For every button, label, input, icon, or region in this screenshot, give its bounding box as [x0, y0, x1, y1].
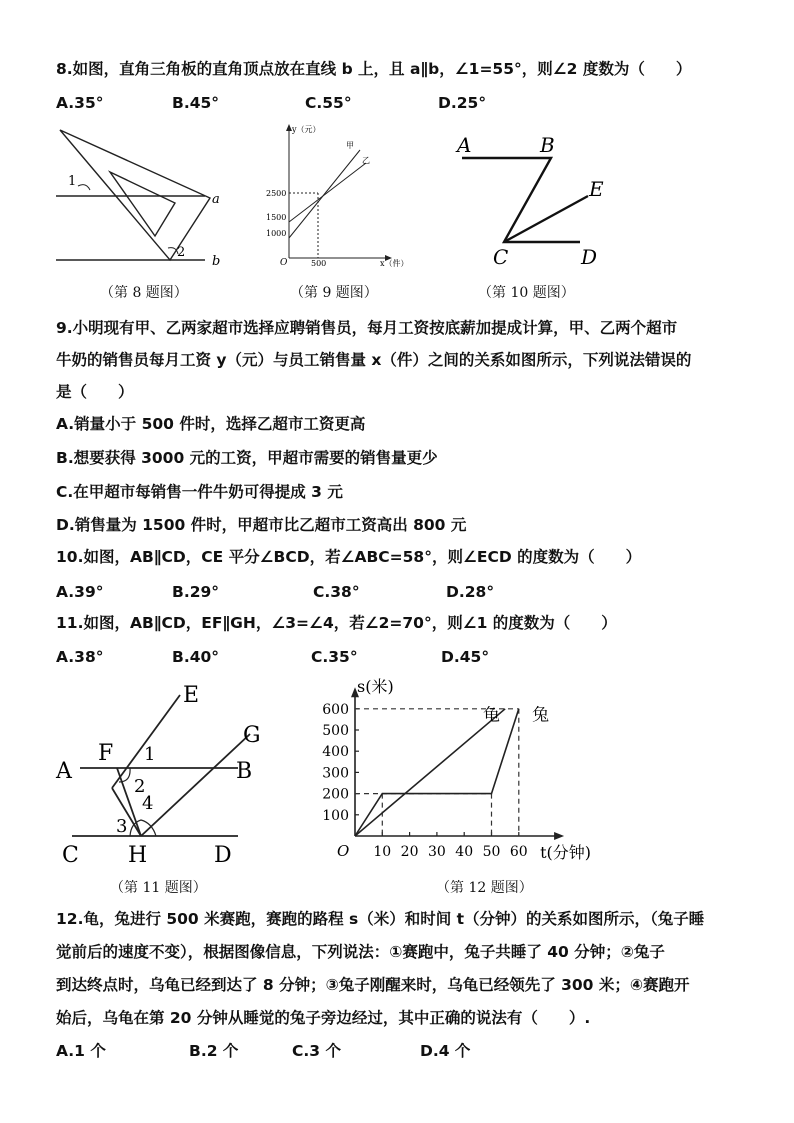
fig11-label-h: H — [128, 843, 148, 868]
x-axis-label: t(分钟) — [540, 843, 592, 862]
x-tick-label: 10 — [373, 844, 392, 860]
q9-stem-line-1: 9.小明现有甲、乙两家超市选择应聘销售员，每月工资按底薪加提成计算，甲、乙两个超市 — [56, 319, 678, 337]
fig10-caption: （第 10 题图） — [478, 285, 575, 301]
y-axis-label: s(米) — [357, 677, 394, 697]
q9-option-d: D.销售量为 1500 件时，甲超市比乙超市工资高出 800 元 — [56, 516, 467, 534]
fig10-label-c: C — [493, 245, 509, 269]
fig10-label-d: D — [581, 245, 598, 269]
x-tick-label: 20 — [400, 844, 419, 860]
q11-option-b: B.40° — [172, 648, 220, 666]
q12-option-a: A.1 个 — [56, 1042, 106, 1060]
q12-option-b: B.2 个 — [189, 1042, 239, 1060]
x-tick-label: 40 — [455, 844, 474, 860]
q8-stem: 8.如图，直角三角板的直角顶点放在直线 b 上，且 a∥b，∠1=55°，则∠2 度数为（ ） — [56, 60, 692, 78]
x-tick-label: 50 — [482, 844, 501, 860]
fig9-origin: O — [280, 258, 288, 268]
fig11-angle-3: 3 — [116, 816, 128, 837]
q9-stem-line-2: 牛奶的销售员每月工资 y（元）与员工销售量 x（件）之间的关系如图所示，下列说法错误的 — [56, 351, 692, 369]
fig11-label-a: A — [56, 759, 72, 784]
fig11-label-b: B — [236, 759, 253, 784]
series-label-tortoise: 龟 — [483, 705, 500, 726]
fig11-label-d: D — [214, 843, 232, 868]
x-tick-label: 30 — [427, 844, 446, 860]
q10-stem: 10.如图，AB∥CD，CE 平分∠BCD，若∠ABC=58°，则∠ECD 的度数为（ ） — [56, 548, 642, 566]
fig11-label-f: F — [98, 741, 114, 766]
fig8-label-b: b — [212, 254, 221, 269]
fig8-label-2: 2 — [177, 245, 186, 260]
fig11-label-c: C — [62, 843, 79, 868]
q10-option-a: A.39° — [56, 583, 104, 601]
fig10-label-b: B — [540, 133, 555, 157]
y-tick-label: 200 — [322, 786, 349, 803]
q9-stem-line-3: 是（ ） — [56, 383, 134, 401]
y-tick-label: 500 — [322, 723, 349, 739]
y-tick-label: 300 — [322, 765, 349, 782]
q12-option-d: D.4 个 — [420, 1042, 471, 1060]
q10-option-b: B.29° — [172, 583, 220, 601]
x-axis-arrow — [554, 832, 564, 840]
q10-option-c: C.38° — [313, 583, 360, 601]
fig9-tick-1000: 1000 — [266, 229, 287, 238]
q12-option-c: C.3 个 — [292, 1042, 341, 1060]
q12-stem-line-1: 12.龟，兔进行 500 米赛跑，赛跑的路程 s（米）和时间 t（分钟）的关系如图所示，（兔子睡 — [56, 910, 705, 928]
fig9-tick-1500: 1500 — [266, 213, 287, 222]
q11-option-c: C.35° — [311, 648, 358, 666]
q12-stem-line-3: 到达终点时，乌龟已经到达了 8 分钟；③兔子刚醒来时，乌龟已经领先了 300 米；④赛跑开 — [56, 976, 690, 994]
fig8-label-1: 1 — [68, 174, 77, 189]
origin-label: O — [337, 842, 350, 860]
q11-option-d: D.45° — [441, 648, 490, 666]
q12-stem-line-2: 觉前后的速度不变），根据图像信息，下列说法：①赛跑中，兔子共睡了 40 分钟；②兔子 — [56, 943, 665, 961]
x-tick-label: 60 — [509, 844, 528, 860]
q8-option-c: C.55° — [305, 94, 352, 112]
q10-option-d: D.28° — [446, 583, 495, 601]
series-line-rabbit — [355, 709, 519, 836]
fig11-caption: （第 11 题图） — [110, 880, 207, 896]
q11-stem: 11.如图，AB∥CD，EF∥GH，∠3=∠4，若∠2=70°，则∠1 的度数为（ ） — [56, 614, 617, 632]
fig11-angle-4: 4 — [142, 793, 154, 814]
q8-option-d: D.25° — [438, 94, 487, 112]
q8-option-b: B.45° — [172, 94, 220, 112]
fig11-angle-2: 2 — [134, 776, 146, 797]
fig8-caption: （第 8 题图） — [100, 285, 188, 301]
q9-option-c: C.在甲超市每销售一件牛奶可得提成 3 元 — [56, 483, 343, 501]
fig9-tick-500: 500 — [311, 259, 327, 268]
fig9-label-yi: 乙 — [362, 156, 370, 165]
fig12-caption: （第 12 题图） — [436, 880, 533, 896]
y-tick-label: 600 — [322, 701, 349, 718]
fig9-y-label: y（元） — [292, 125, 321, 134]
fig10-label-e: E — [589, 177, 604, 201]
fig9-caption: （第 9 题图） — [290, 285, 378, 301]
q9-option-b: B.想要获得 3000 元的工资，甲超市需要的销售量更少 — [56, 449, 438, 467]
fig11-label-e: E — [183, 683, 200, 708]
fig9-x-label: x（件） — [380, 259, 409, 268]
q8-option-a: A.35° — [56, 94, 104, 112]
y-tick-label: 400 — [322, 744, 349, 761]
fig9-label-jia: 甲 — [346, 141, 354, 150]
fig11-angle-1: 1 — [144, 744, 156, 765]
q9-option-a: A.销量小于 500 件时，选择乙超市工资更高 — [56, 415, 366, 433]
fig11-label-g: G — [243, 723, 261, 748]
series-line-tortoise — [355, 709, 505, 836]
q11-option-a: A.38° — [56, 648, 104, 666]
fig8-label-a: a — [212, 192, 220, 207]
series-label-rabbit: 兔 — [532, 705, 550, 726]
fig9-tick-2500: 2500 — [266, 189, 287, 198]
fig10-label-a: A — [457, 133, 472, 157]
y-tick-label: 100 — [322, 807, 349, 824]
q12-stem-line-4: 始后，乌龟在第 20 分钟从睡觉的兔子旁边经过，其中正确的说法有（ ）. — [56, 1009, 591, 1027]
